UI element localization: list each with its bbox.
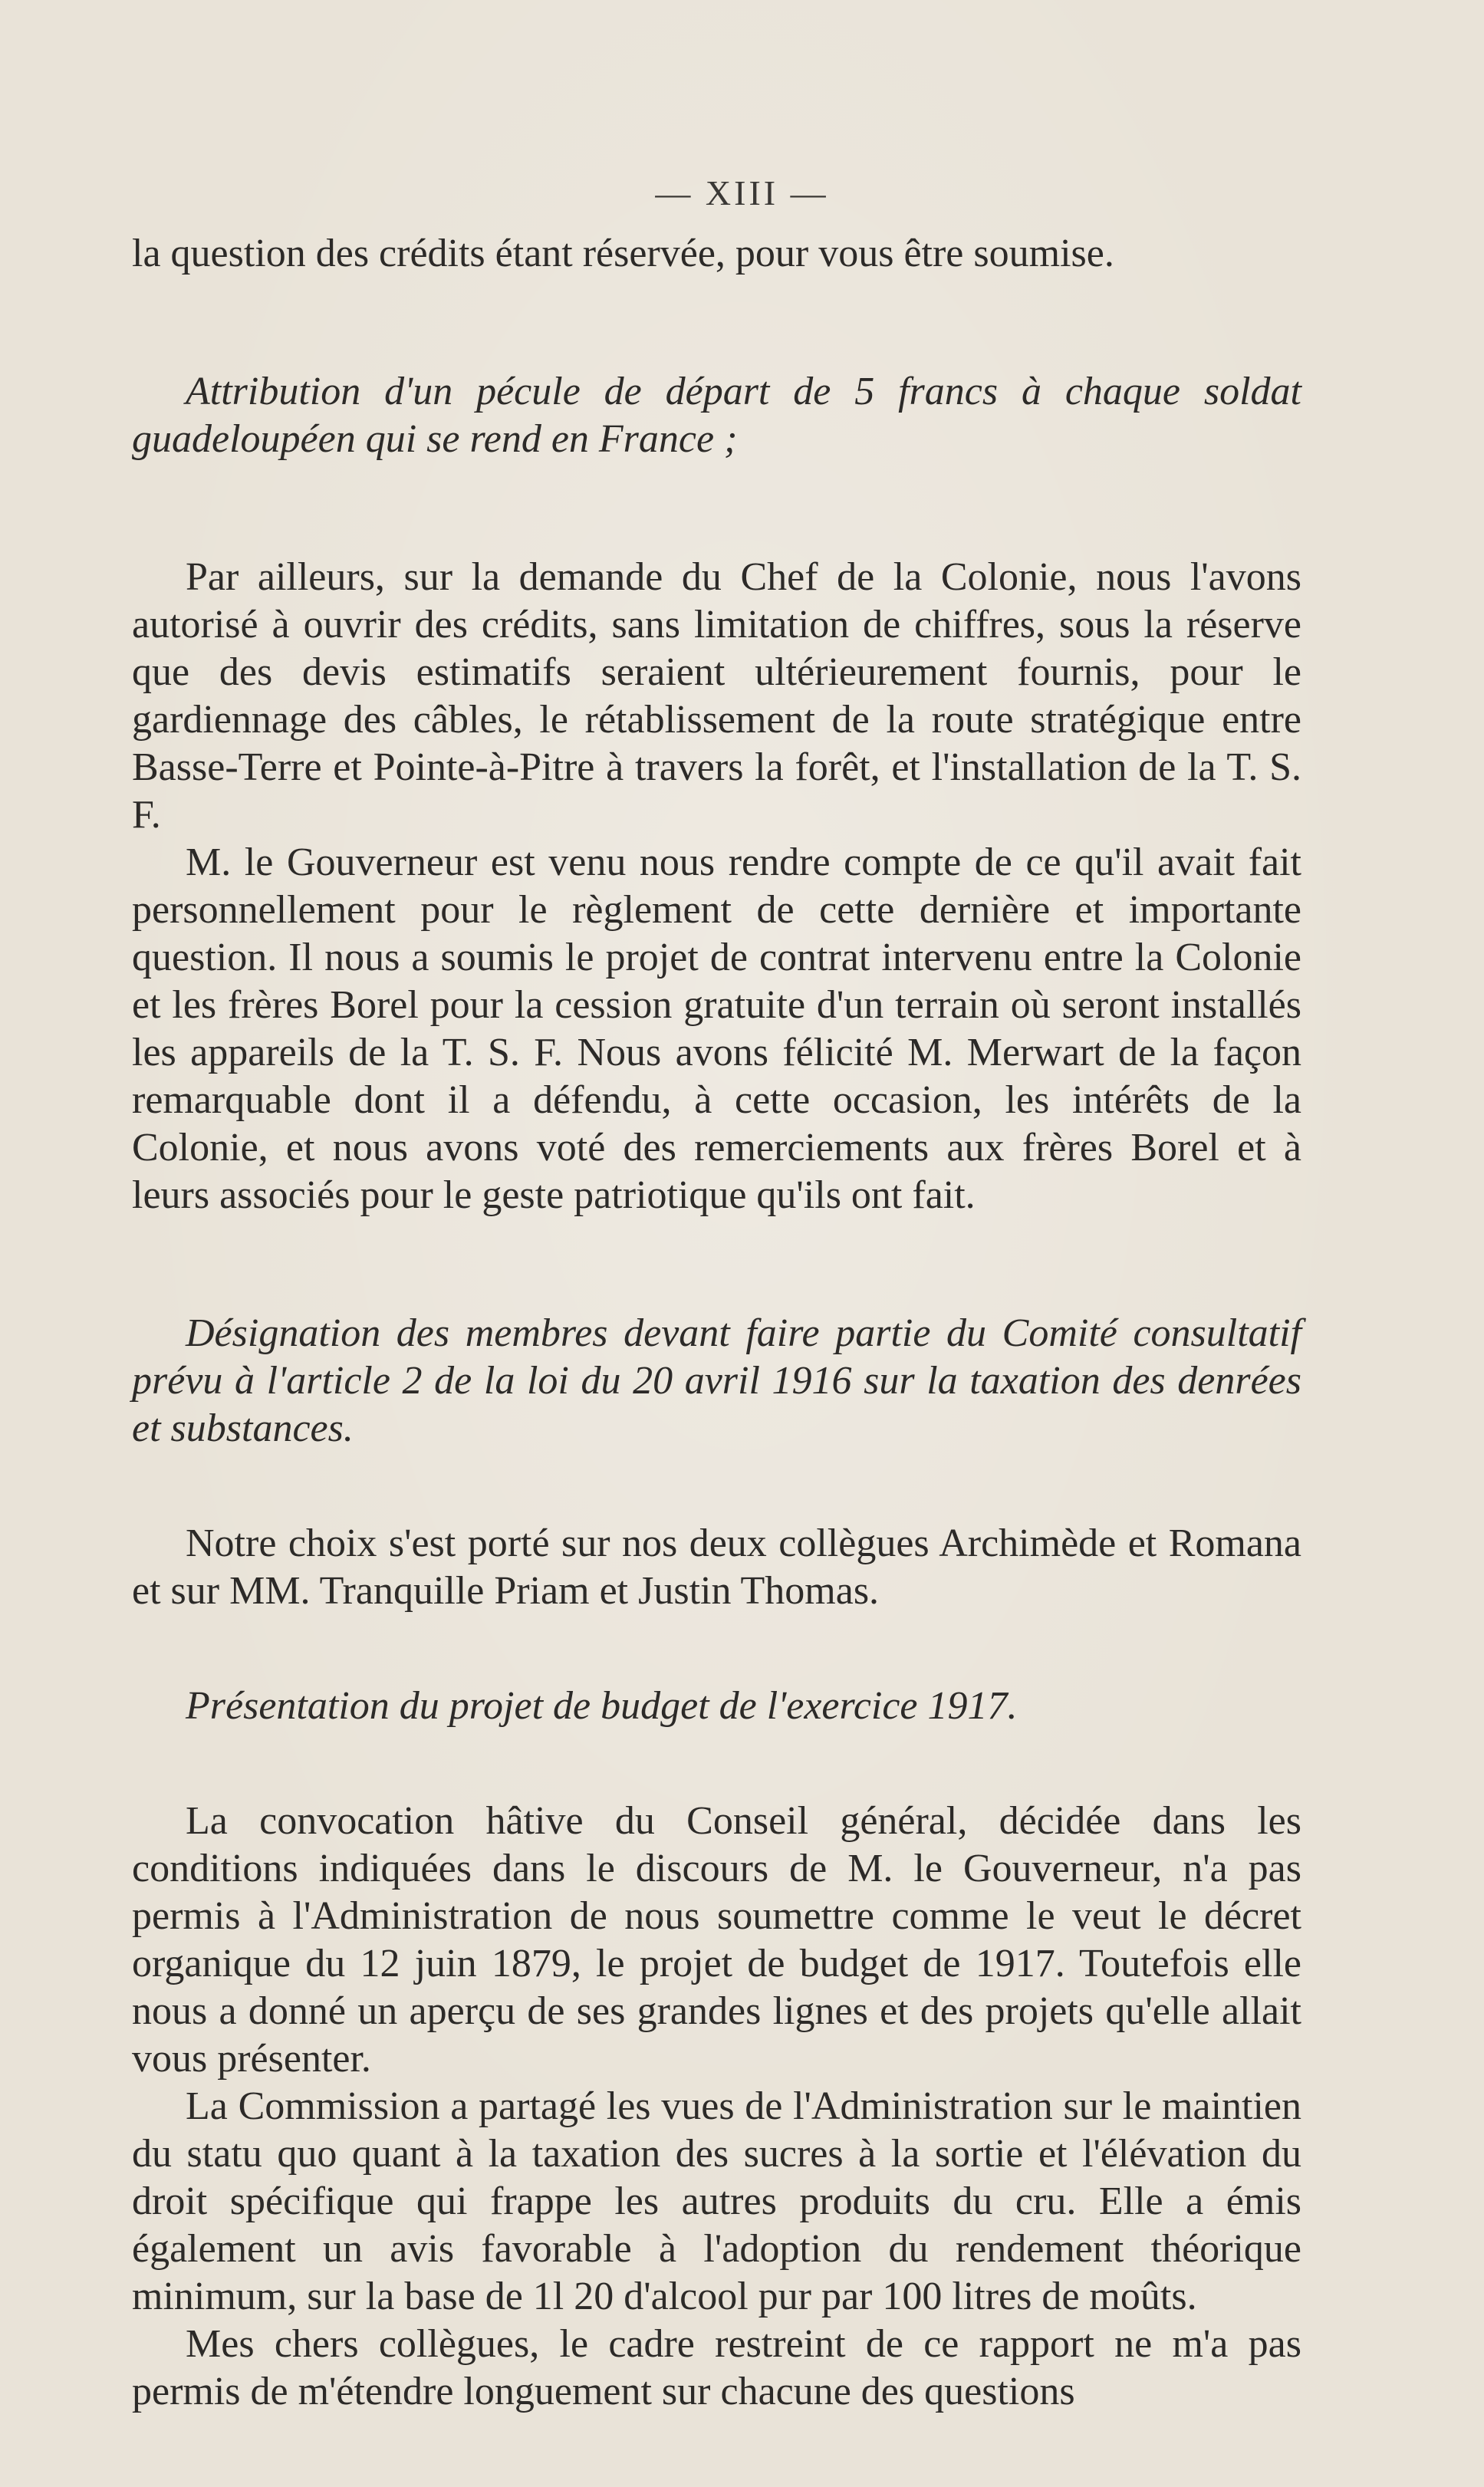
heading-budget: Présentation du projet de budget de l'exercice 1917. xyxy=(186,1684,1018,1728)
paragraph-commission: La Commission a partagé les vues de l'Administration sur le maintien du statu quo quant à la taxation des sucres à la sortie et l'élévation du droit spécifique qui frappe les autres produits du cru. Elle a émis également un avis favorable à l'adoption du rendement théorique minimum, sur la base de 1l 20 d'alcool pur par 100 litres de moûts. xyxy=(132,2084,1301,2318)
page-body xyxy=(132,230,1301,2416)
page-number: — XIII — xyxy=(655,173,829,212)
paragraph-credits-ouverts: Par ailleurs, sur la demande du Chef de la Colonie, nous l'avons autorisé à ouvrir des crédits, sans limitation de chiffres, sous la réserve que des devis estimatifs seraient ultérieurement fournis, pour le gardiennage des câbles, le rétablissement de la route stratégique entre Basse-Terre et Pointe-à-Pitre à travers la forêt, et l'installation de la T. S. F. xyxy=(132,555,1301,837)
heading-pecule: Attribution d'un pécule de départ de 5 francs à chaque soldat guadeloupéen qui se rend en France ; xyxy=(132,370,1301,461)
paragraph-credits: la question des crédits étant réservée, pour vous être soumise. xyxy=(132,232,1114,275)
heading-comite: Désignation des membres devant faire partie du Comité consultatif prévu à l'article 2 de la loi du 20 avril 1916 sur la taxation des denrées et substances. xyxy=(132,1311,1301,1450)
paragraph-gouverneur: M. le Gouverneur est venu nous rendre compte de ce qu'il avait fait personnellement pour le règlement de cette dernière et importante question. Il nous a soumis le projet de contrat intervenu entre la Colonie et les frères Borel pour la cession gratuite d'un terrain où seront installés les appareils de la T. S. F. Nous avons félicité M. Merwart de la façon remarquable dont il a défendu, à cette occasion, les intérêts de la Colonie, et nous avons voté des remerciements aux frères Borel et à leurs associés pour le geste patriotique qu'ils ont fait. xyxy=(132,841,1301,1217)
paragraph-choix: Notre choix s'est porté sur nos deux collègues Archimède et Romana et sur MM. Tranquille Priam et Justin Thomas. xyxy=(132,1521,1301,1613)
paragraph-conclusion: Mes chers collègues, le cadre restreint de ce rapport ne m'a pas permis de m'étendre longuement sur chacune des questions xyxy=(132,2322,1301,2413)
paragraph-convocation: La convocation hâtive du Conseil général, décidée dans les conditions indiquées dans le discours de M. le Gouverneur, n'a pas permis à l'Administration de nous soumettre comme le veut le décret organique du 12 juin 1879, le projet de budget de 1917. Toutefois elle nous a donné un aperçu de ses grandes lignes et des projets qu'elle allait vous présenter. xyxy=(132,1799,1301,2081)
